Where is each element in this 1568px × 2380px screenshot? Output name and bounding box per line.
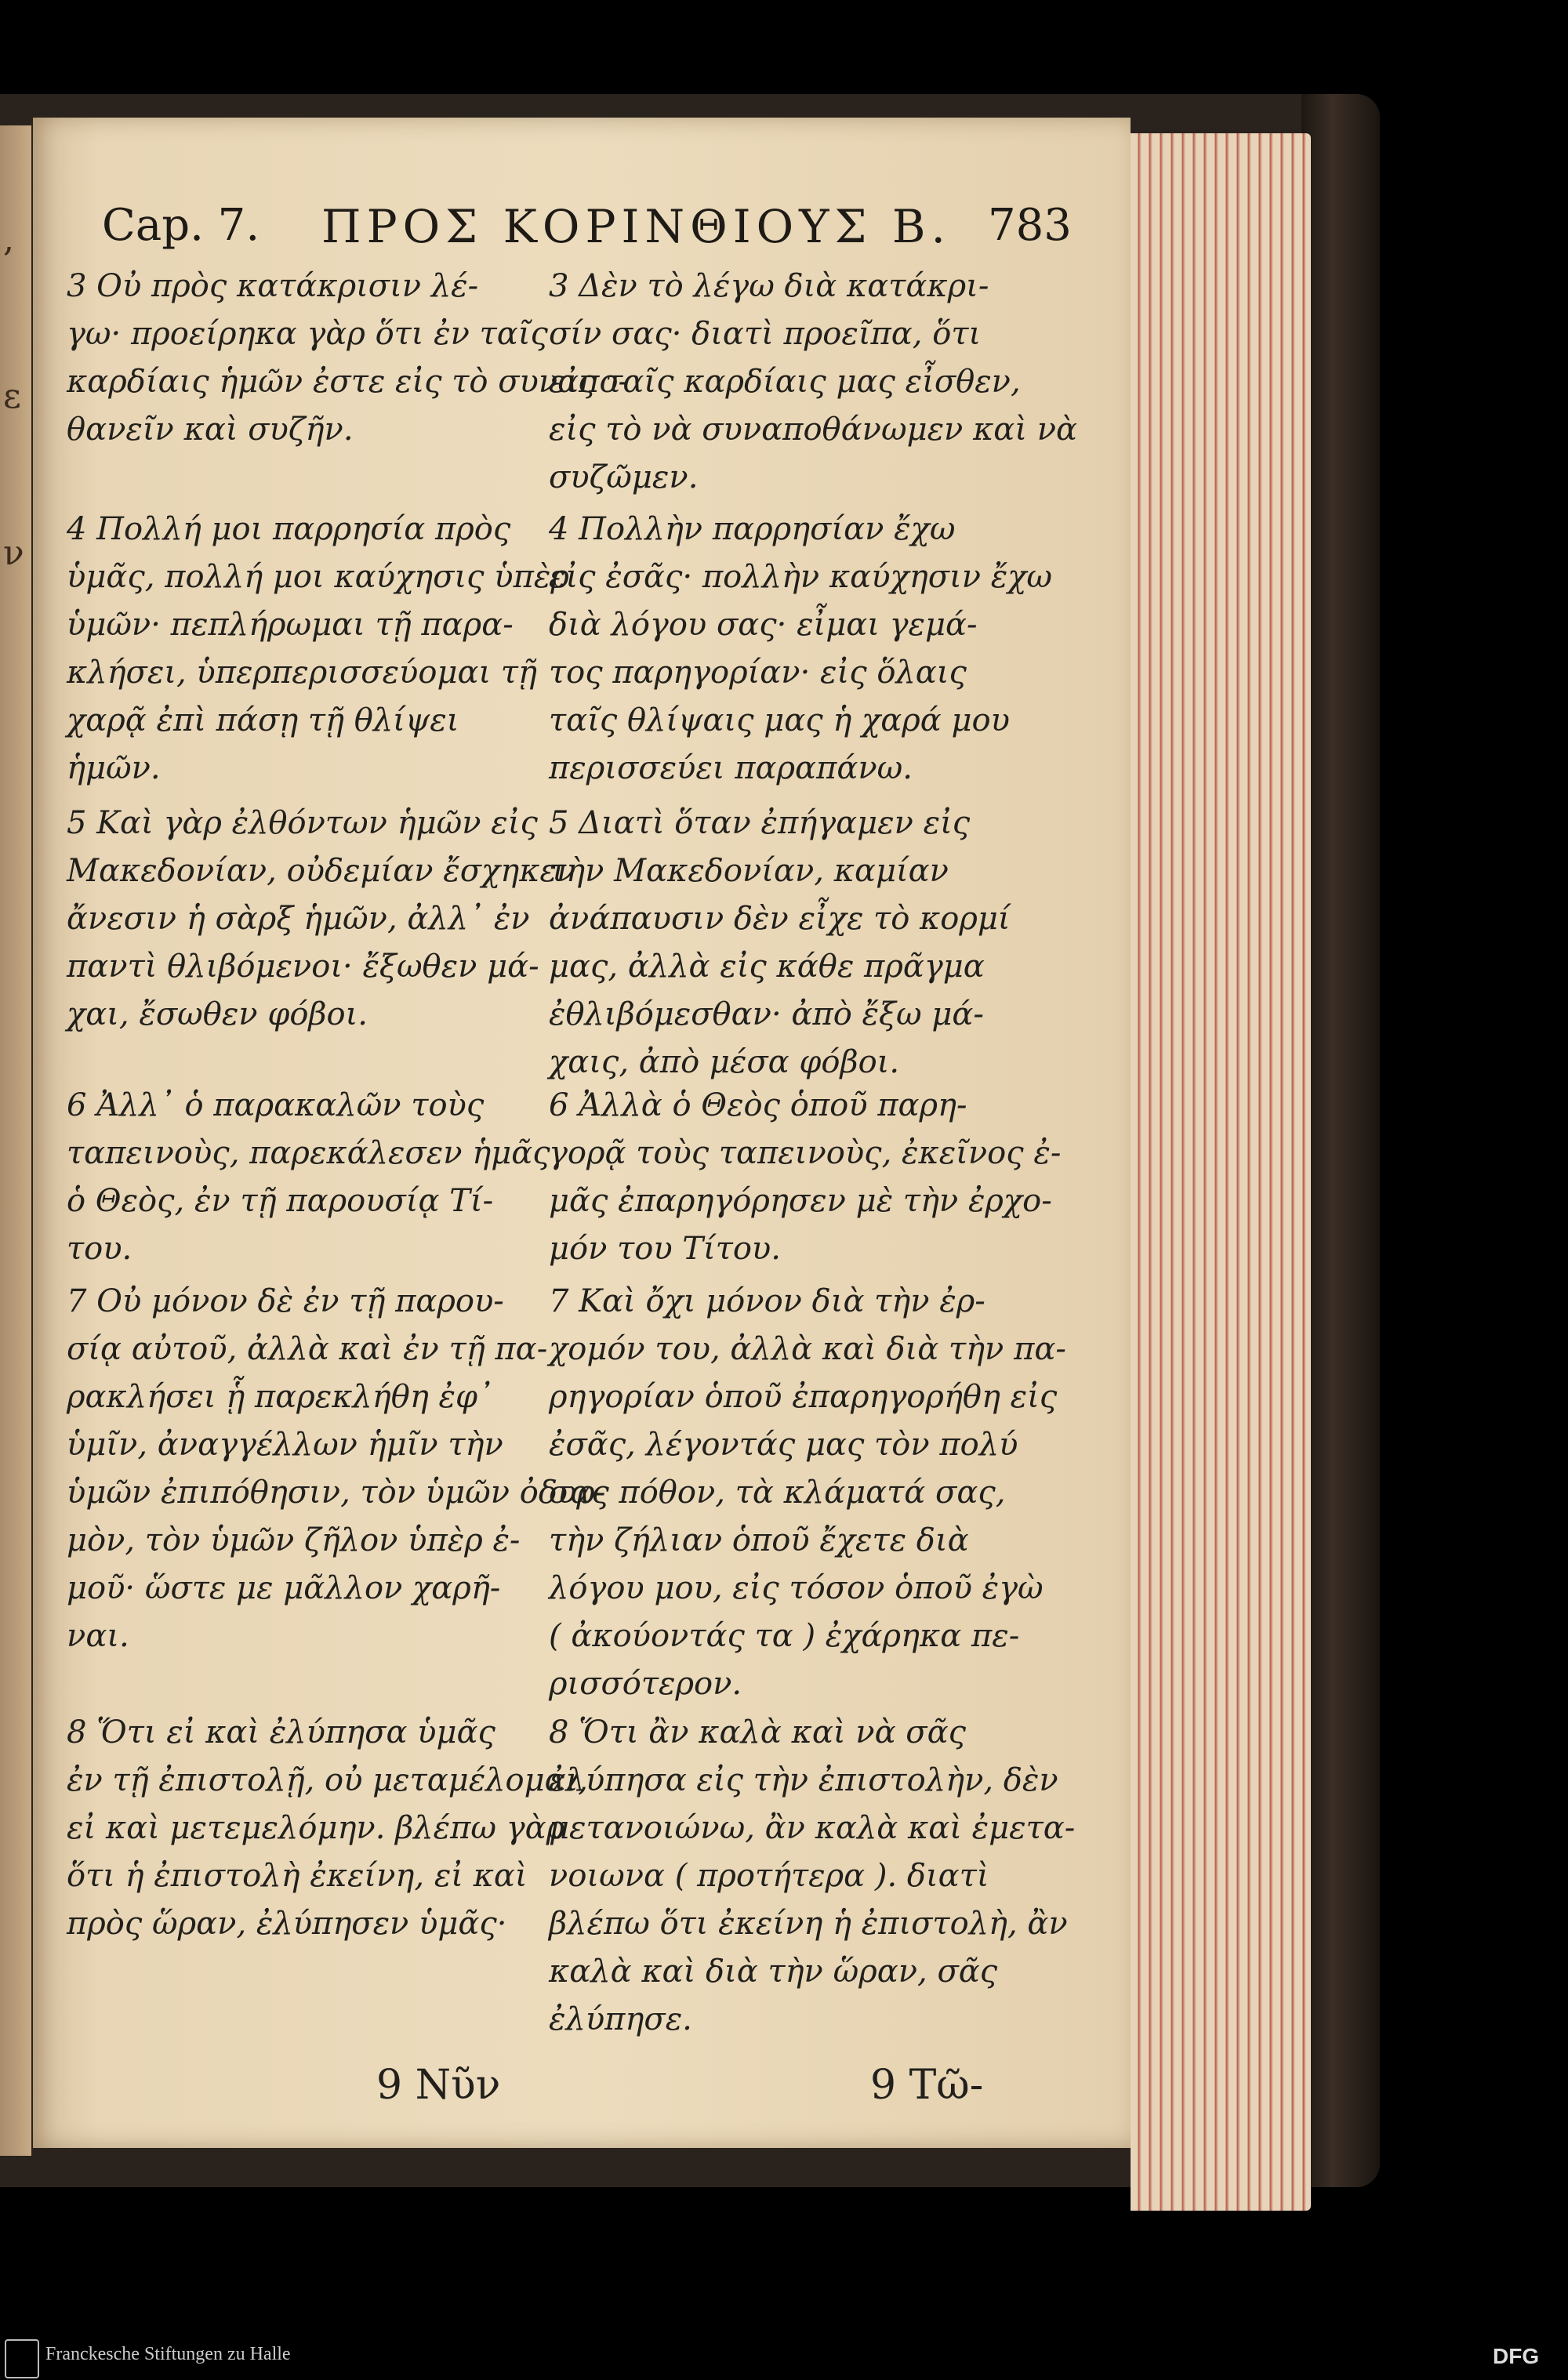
left-verse-4: 4 Πολλή μοι παρρησία πρὸς ὑμᾶς, πολλή μοι καύχησις ὑπὲρ ὑμῶν· πεπλήρωμαι τῇ παρα- κλήσει, ὑπερπερισσεύομαι τῇ χαρᾷ ἐπὶ πάσῃ τῇ θλίψει ἡμῶν. (67, 511, 569, 786)
right-verse-6: 6 Ἀλλὰ ὁ Θεὸς ὁποῦ παρη- γορᾷ τοὺς ταπεινοὺς, ἐκεῖνος ἐ- μᾶς ἐπαρηγόρησεν μὲ τὴν ἐρχο- μόν του Τίτου. (549, 1087, 1062, 1267)
left-verse-5: 5 Καὶ γὰρ ἐλθόντων ἡμῶν εἰς Μακεδονίαν, οὐδεμίαν ἔσχηκεν ἄνεσιν ἡ σὰρξ ἡμῶν, ἀλλ᾽ ἐν παντὶ θλιβόμενοι· ἔξωθεν μά- χαι, ἔσωθεν φόβοι. (67, 805, 576, 1032)
left-verse-3: 3 Οὐ πρὸς κατάκρισιν λέ- γω· προείρηκα γὰρ ὅτι ἐν ταῖς καρδίαις ἡμῶν ἐστε εἰς τὸ συναπο- θανεῖν καὶ συζῆν. (67, 268, 630, 448)
left-verse-7: 7 Οὐ μόνον δὲ ἐν τῇ παρου- σίᾳ αὐτοῦ, ἀλλὰ καὶ ἐν τῇ πα- ρακλήσει ᾗ παρεκλήθη ἐφ᾽ ὑμῖν, ἀναγγέλλων ἡμῖν τὴν ὑμῶν ἐπιπόθησιν, τὸν ὑμῶν ὀδυρ- μὸν, τὸν ὑμῶν ζῆλον ὑπὲρ ἐ- μοῦ· ὥστε με μᾶλλον χαρῆ- ναι. (67, 1283, 606, 1654)
dfg-badge: DFG (1493, 2344, 1540, 2368)
page-fore-edge (1131, 133, 1311, 2211)
right-catchword: 9 Τῶ- (870, 2062, 984, 2109)
left-catchword: 9 Νῦν (376, 2062, 501, 2109)
left-verse-6: 6 Ἀλλ᾽ ὁ παρακαλῶν τοὺς ταπεινοὺς, παρεκάλεσεν ἡμᾶς ὁ Θεὸς, ἐν τῇ παρουσίᾳ Τί- του. (67, 1087, 550, 1267)
cover-edge (1301, 94, 1380, 2187)
institution-logo-icon (5, 2339, 39, 2378)
left-verse-8: 8 Ὅτι εἰ καὶ ἐλύπησα ὑμᾶς ἐν τῇ ἐπιστολῇ, οὐ μεταμέλομαι, εἰ καὶ μετεμελόμην. βλέπω γὰρ ὅτι ἡ ἐπιστολὴ ἐκείνη, εἰ καὶ πρὸς ὥραν, ἐλύπησεν ὑμᾶς· (67, 1714, 589, 1942)
institution-name: Franckesche Stiftungen zu Halle (45, 2344, 291, 2364)
chapter-label: Cap. 7. (102, 200, 260, 251)
facing-page-edge: , ε ν (0, 125, 31, 2156)
right-verse-3: 3 Δὲν τὸ λέγω διὰ κατάκρι- σίν σας· διατὶ προεῖπα, ὅτι εἰς ταῖς καρδίαις μας εἶσθεν, εἰς τὸ νὰ συναποθάνωμεν καὶ νὰ συζῶμεν. (549, 268, 1078, 495)
right-verse-7: 7 Καὶ ὄχι μόνον διὰ τὴν ἐρ- χομόν του, ἀλλὰ καὶ διὰ τὴν πα- ρηγορίαν ὁποῦ ἐπαρηγορήθη εἰς ἐσᾶς, λέγοντάς μας τὸν πολύ σας πόθον, τὰ κλάματά σας, τὴν ζήλιαν ὁποῦ ἔχετε διὰ λόγου μου, εἰς τόσον ὁποῦ ἐγὼ ( ἀκούοντάς τα ) ἐχάρηκα πε- ρισσότερον. (549, 1283, 1066, 1702)
page-number: 783 (988, 200, 1072, 251)
right-verse-8: 8 Ὅτι ἂν καλὰ καὶ νὰ σᾶς ἐλύπησα εἰς τὴν ἐπιστολὴν, δὲν μετανοιώνω, ἂν καλὰ καὶ ἐμετα- νοιωνα ( προτήτερα ). διατὶ βλέπω ὅτι ἐκείνη ἡ ἐπιστολὴ, ἂν καλὰ καὶ διὰ τὴν ὥραν, σᾶς ἐλύπησε. (549, 1714, 1076, 2037)
right-verse-4: 4 Πολλὴν παρρησίαν ἔχω εἰς ἐσᾶς· πολλὴν καύχησιν ἔχω διὰ λόγου σας· εἶμαι γεμά- τος παρηγορίαν· εἰς ὅλαις ταῖς θλίψαις μας ἡ χαρά μου περισσεύει παραπάνω. (549, 511, 1053, 786)
right-verse-5: 5 Διατὶ ὅταν ἐπήγαμεν εἰς τὴν Μακεδονίαν, καμίαν ἀνάπαυσιν δὲν εἶχε τὸ κορμί μας, ἀλλὰ εἰς κάθε πρᾶγμα ἐθλιβόμεσθαν· ἀπὸ ἔξω μά- χαις, ἀπὸ μέσα φόβοι. (549, 805, 1011, 1080)
running-title: ΠΡΟΣ ΚΟΡΙΝΘΙΟΥΣ Β. (321, 200, 951, 253)
